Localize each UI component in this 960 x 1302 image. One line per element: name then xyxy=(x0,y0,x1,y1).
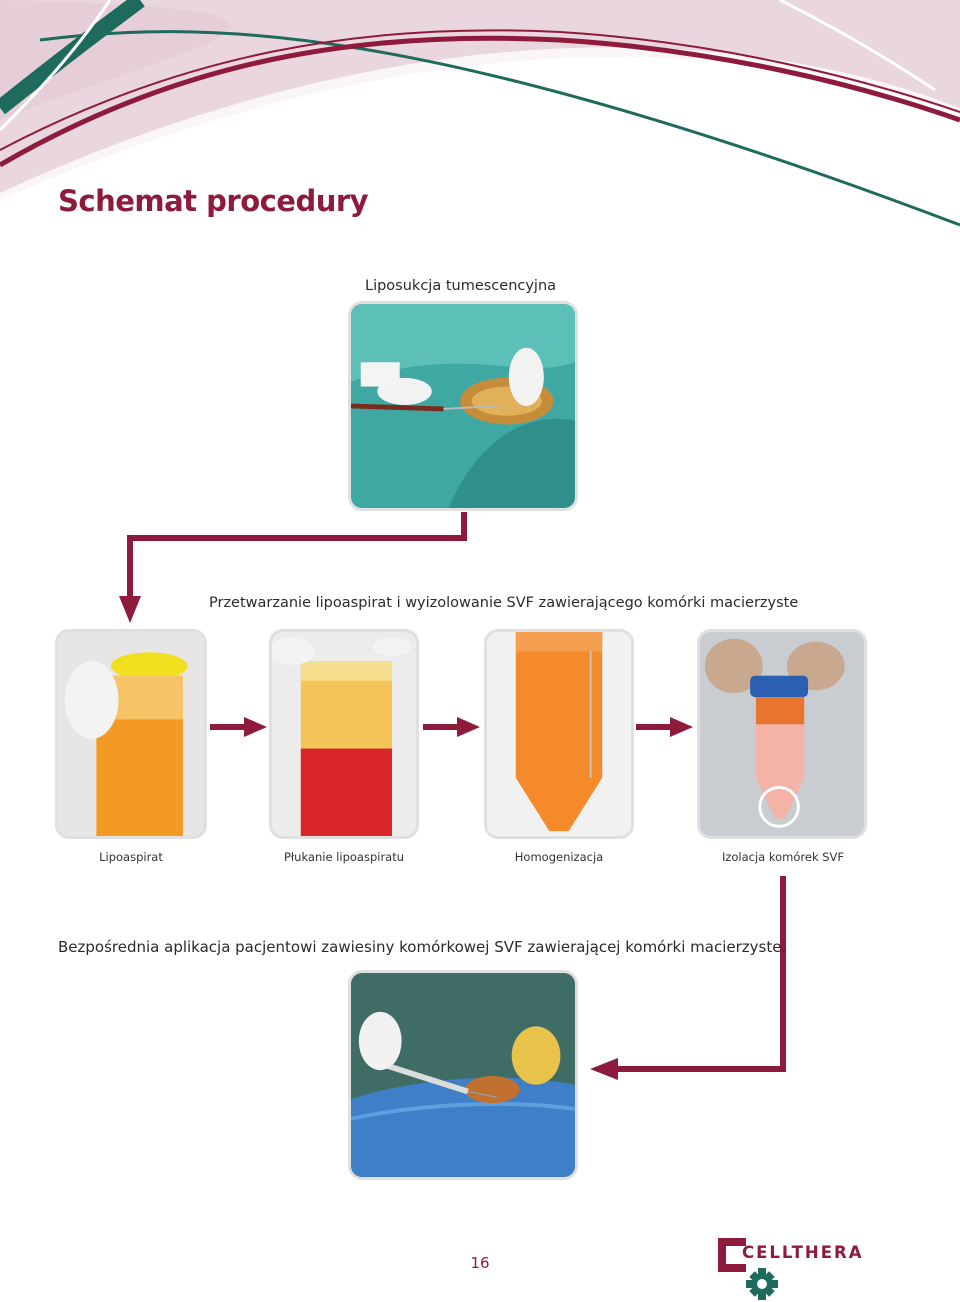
arrow-icon xyxy=(210,716,268,738)
step1-title: Liposukcja tumescencyjna xyxy=(365,278,557,294)
arrow-icon xyxy=(423,716,481,738)
brand-name: CELLTHERA xyxy=(742,1243,864,1262)
arrow-icon xyxy=(636,716,694,738)
page-title: Schemat procedury xyxy=(58,184,369,218)
caption-homogenization: Homogenizacja xyxy=(514,850,604,864)
washing-photo xyxy=(269,629,419,839)
lipoaspirate-photo xyxy=(55,629,207,839)
application-photo xyxy=(348,970,578,1180)
caption-washing: Płukanie lipoaspiratu xyxy=(283,850,405,864)
caption-isolation: Izolacja komórek SVF xyxy=(721,850,845,864)
connector-arrow-2 xyxy=(588,874,798,1084)
caption-lipoaspirate: Lipoaspirat xyxy=(99,850,163,864)
step3-title: Bezpośrednia aplikacja pacjentowi zawiesiny komórkowej SVF zawierającej komórki macierzyste. xyxy=(58,938,787,956)
homogenization-photo xyxy=(484,629,634,839)
isolation-photo xyxy=(697,629,867,839)
page-number: 16 xyxy=(470,1254,490,1272)
step2-title: Przetwarzanie lipoaspirat i wyizolowanie SVF zawierającego komórki macierzyste xyxy=(209,595,799,611)
liposuction-photo xyxy=(348,301,578,511)
